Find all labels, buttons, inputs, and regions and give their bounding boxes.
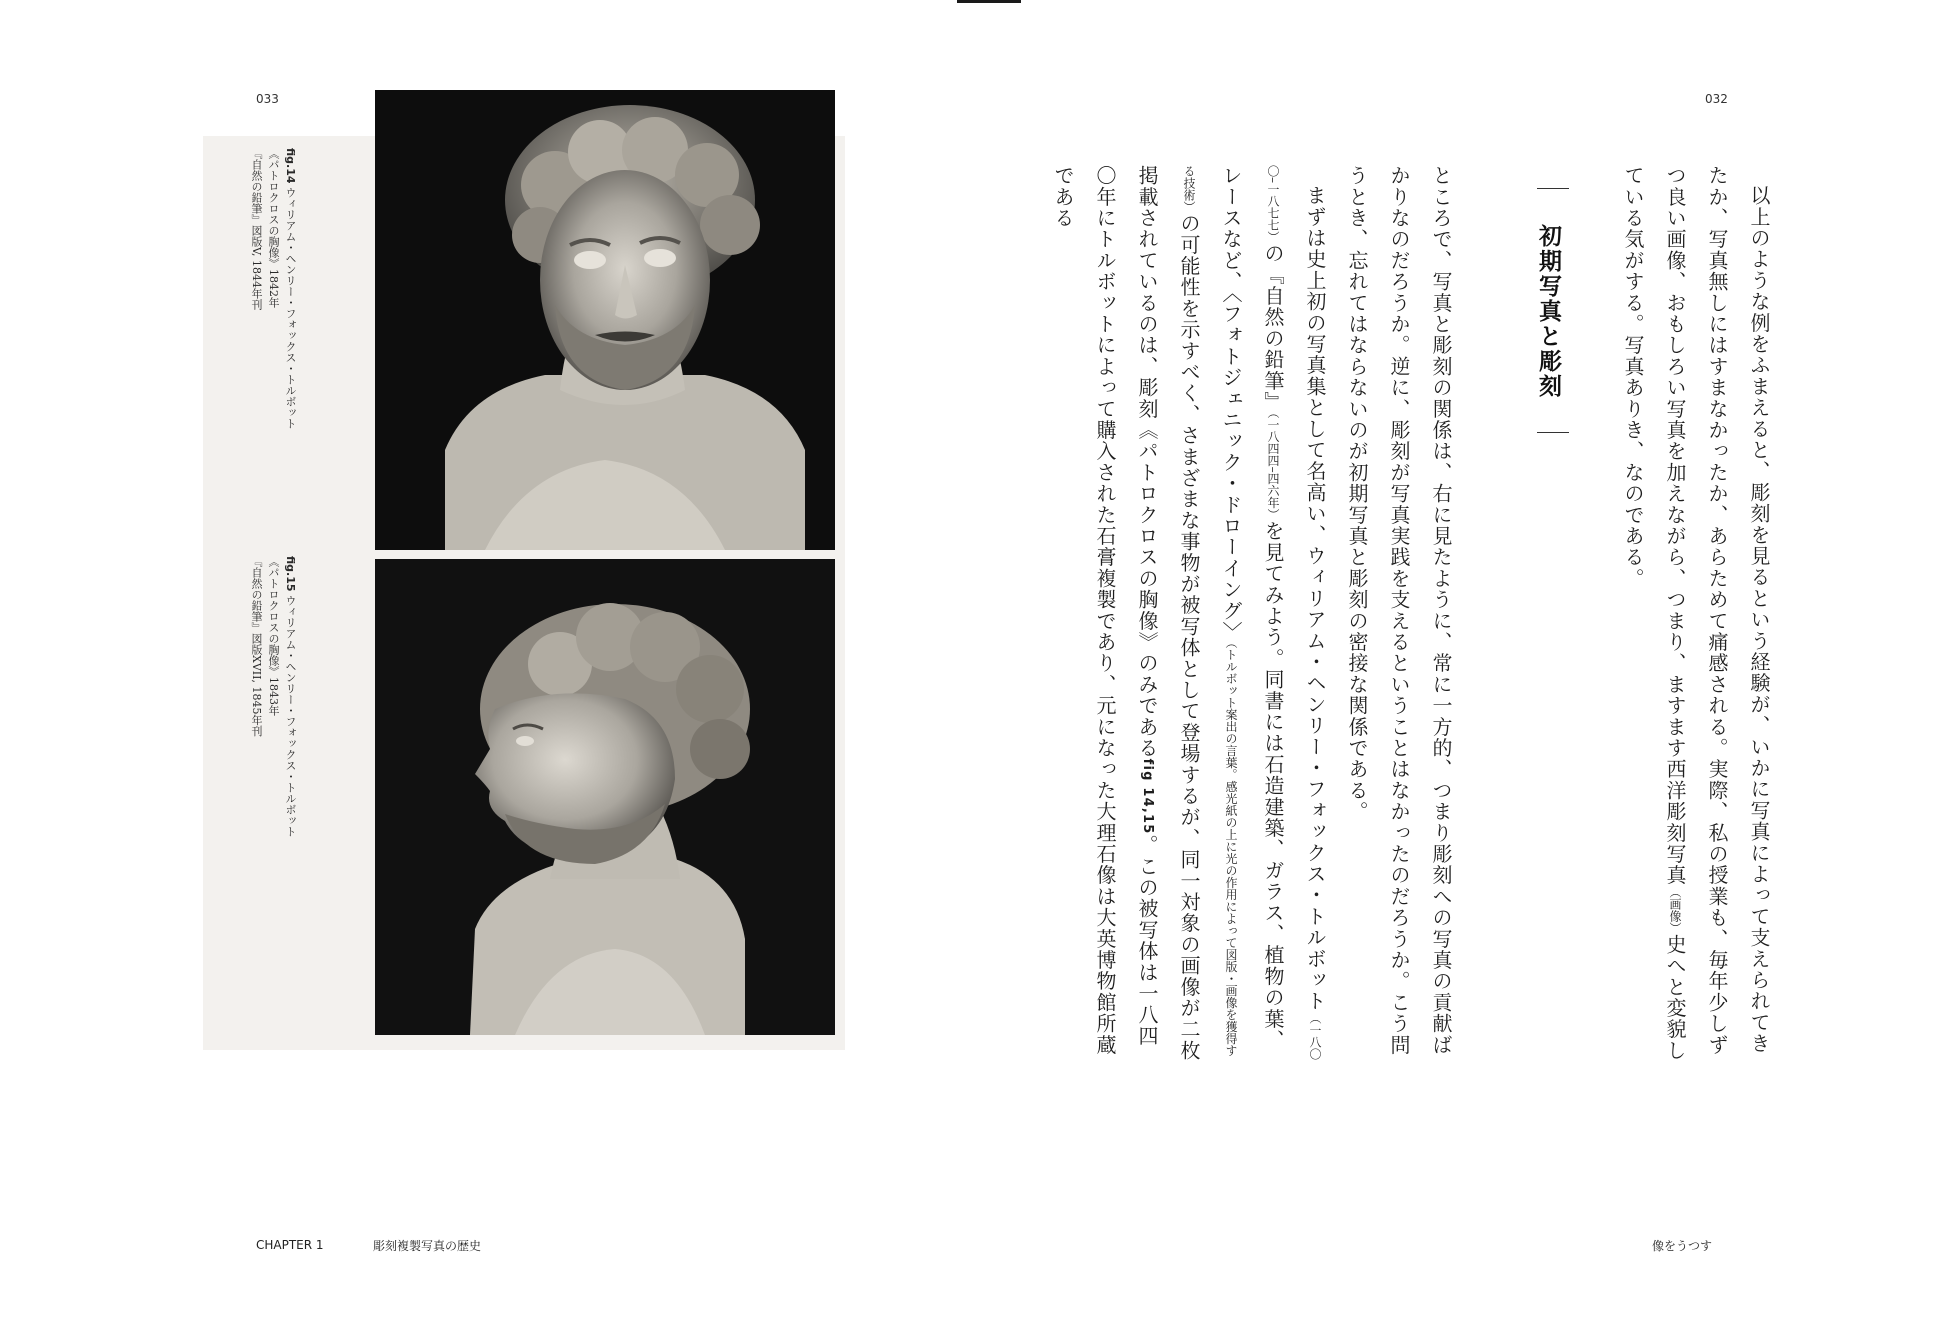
fig-14-source: 『自然の鉛筆』図版V, 1844年刊 [250,148,263,311]
paragraph-1-text: 以上のような例をふまえると、彫刻を見るという経験が、いかに写真によって支えられてきたか、写真無しにはすまなかったか、あらためて痛感される。実際、私の授業も、毎年少しずつ良い画像、おもしろい写真を加えながら、つまり、ますます西洋彫刻写真 [1663,165,1771,1056]
paragraph-3-text-a: まずは史上初の写真集として名高い、ウィリアム・ヘンリー・フォックス・トルボット [1303,185,1327,1012]
paragraph-3-note-3: （トルボット案出の言葉。感光紙の上に光の作用によって図版・画像を獲得する技術） [1182,165,1238,1057]
paragraph-3-note-2: （一八四四–四六年） [1266,412,1280,521]
paragraph-3-note-1: （一八〇〇–一八七七） [1266,165,1322,1060]
photo-patroclus-bust-front [375,90,835,550]
paragraph-3-text-e: 。この被写体は一八四〇年にトルボットによって購入された石膏複製であり、元になった大理石像は大英博物館所蔵である [1051,165,1159,1056]
paragraph-1 [1612,165,1780,1065]
page-number-right: 032 [1705,92,1728,106]
fig-14-artist: ウィリアム・ヘンリー・フォックス・トルボット [284,187,297,430]
fig-14-title: 《パトロクロスの胸像》1842年 [267,148,280,308]
page-number-left: 033 [256,92,279,106]
fig-15-source: 『自然の鉛筆』図版XVII, 1845年刊 [250,556,263,737]
footer-right-title: 像をうつす [1652,1239,1713,1253]
fig-15-title: 《パトロクロスの胸像》1843年 [267,556,280,716]
fig-15-artist: ウィリアム・ヘンリー・フォックス・トルボット [284,595,297,838]
paragraph-1-note: （画像） [1668,885,1682,934]
fig-14-label: fig.14 [284,148,297,184]
paragraph-3-text-b: の『自然の鉛筆』 [1261,243,1285,413]
paragraph-1-end: 史へと変貌している気がする。写真ありき、なのである。 [1621,165,1687,1062]
paragraph-2: ところで、写真と彫刻の関係は、右に見たように、常に一方的、つまり彫刻への写真の貢献ばかりなのだろうか。逆に、彫刻が写真実践を支えるということはなかったのだろうか。こう問うとき、忘れてはならないのが初期写真と彫刻の密接な関係である。 [1345,165,1453,1056]
footer-chapter: CHAPTER 1 [256,1238,324,1252]
paragraph-3 [1042,165,1336,1065]
photo-patroclus-bust-profile [375,559,835,1035]
paragraph-3-text-d: の可能性を示すべく、さまざまな事物が被写体として登場するが、同一対象の画像が二枚掲載されているのは、彫刻《パトロクロスの胸像》のみである [1135,165,1201,1061]
top-rule [957,0,1021,3]
footer-left-title: 彫刻複製写真の歴史 [373,1239,482,1253]
caption-fig-14 [248,148,299,508]
body-text [1051,165,1780,1065]
figure-reference[interactable]: fig 14,15 [1140,758,1155,835]
caption-fig-15 [248,556,299,916]
paragraph-3-text-c: を見てみよう。同書には石造建築、ガラス、植物の葉、レースなど、〈フォトジェニック・ドローイング〉 [1219,165,1285,1051]
section-heading: 初期写真と彫刻 [1535,224,1561,399]
fig-15-label: fig.15 [284,556,297,592]
